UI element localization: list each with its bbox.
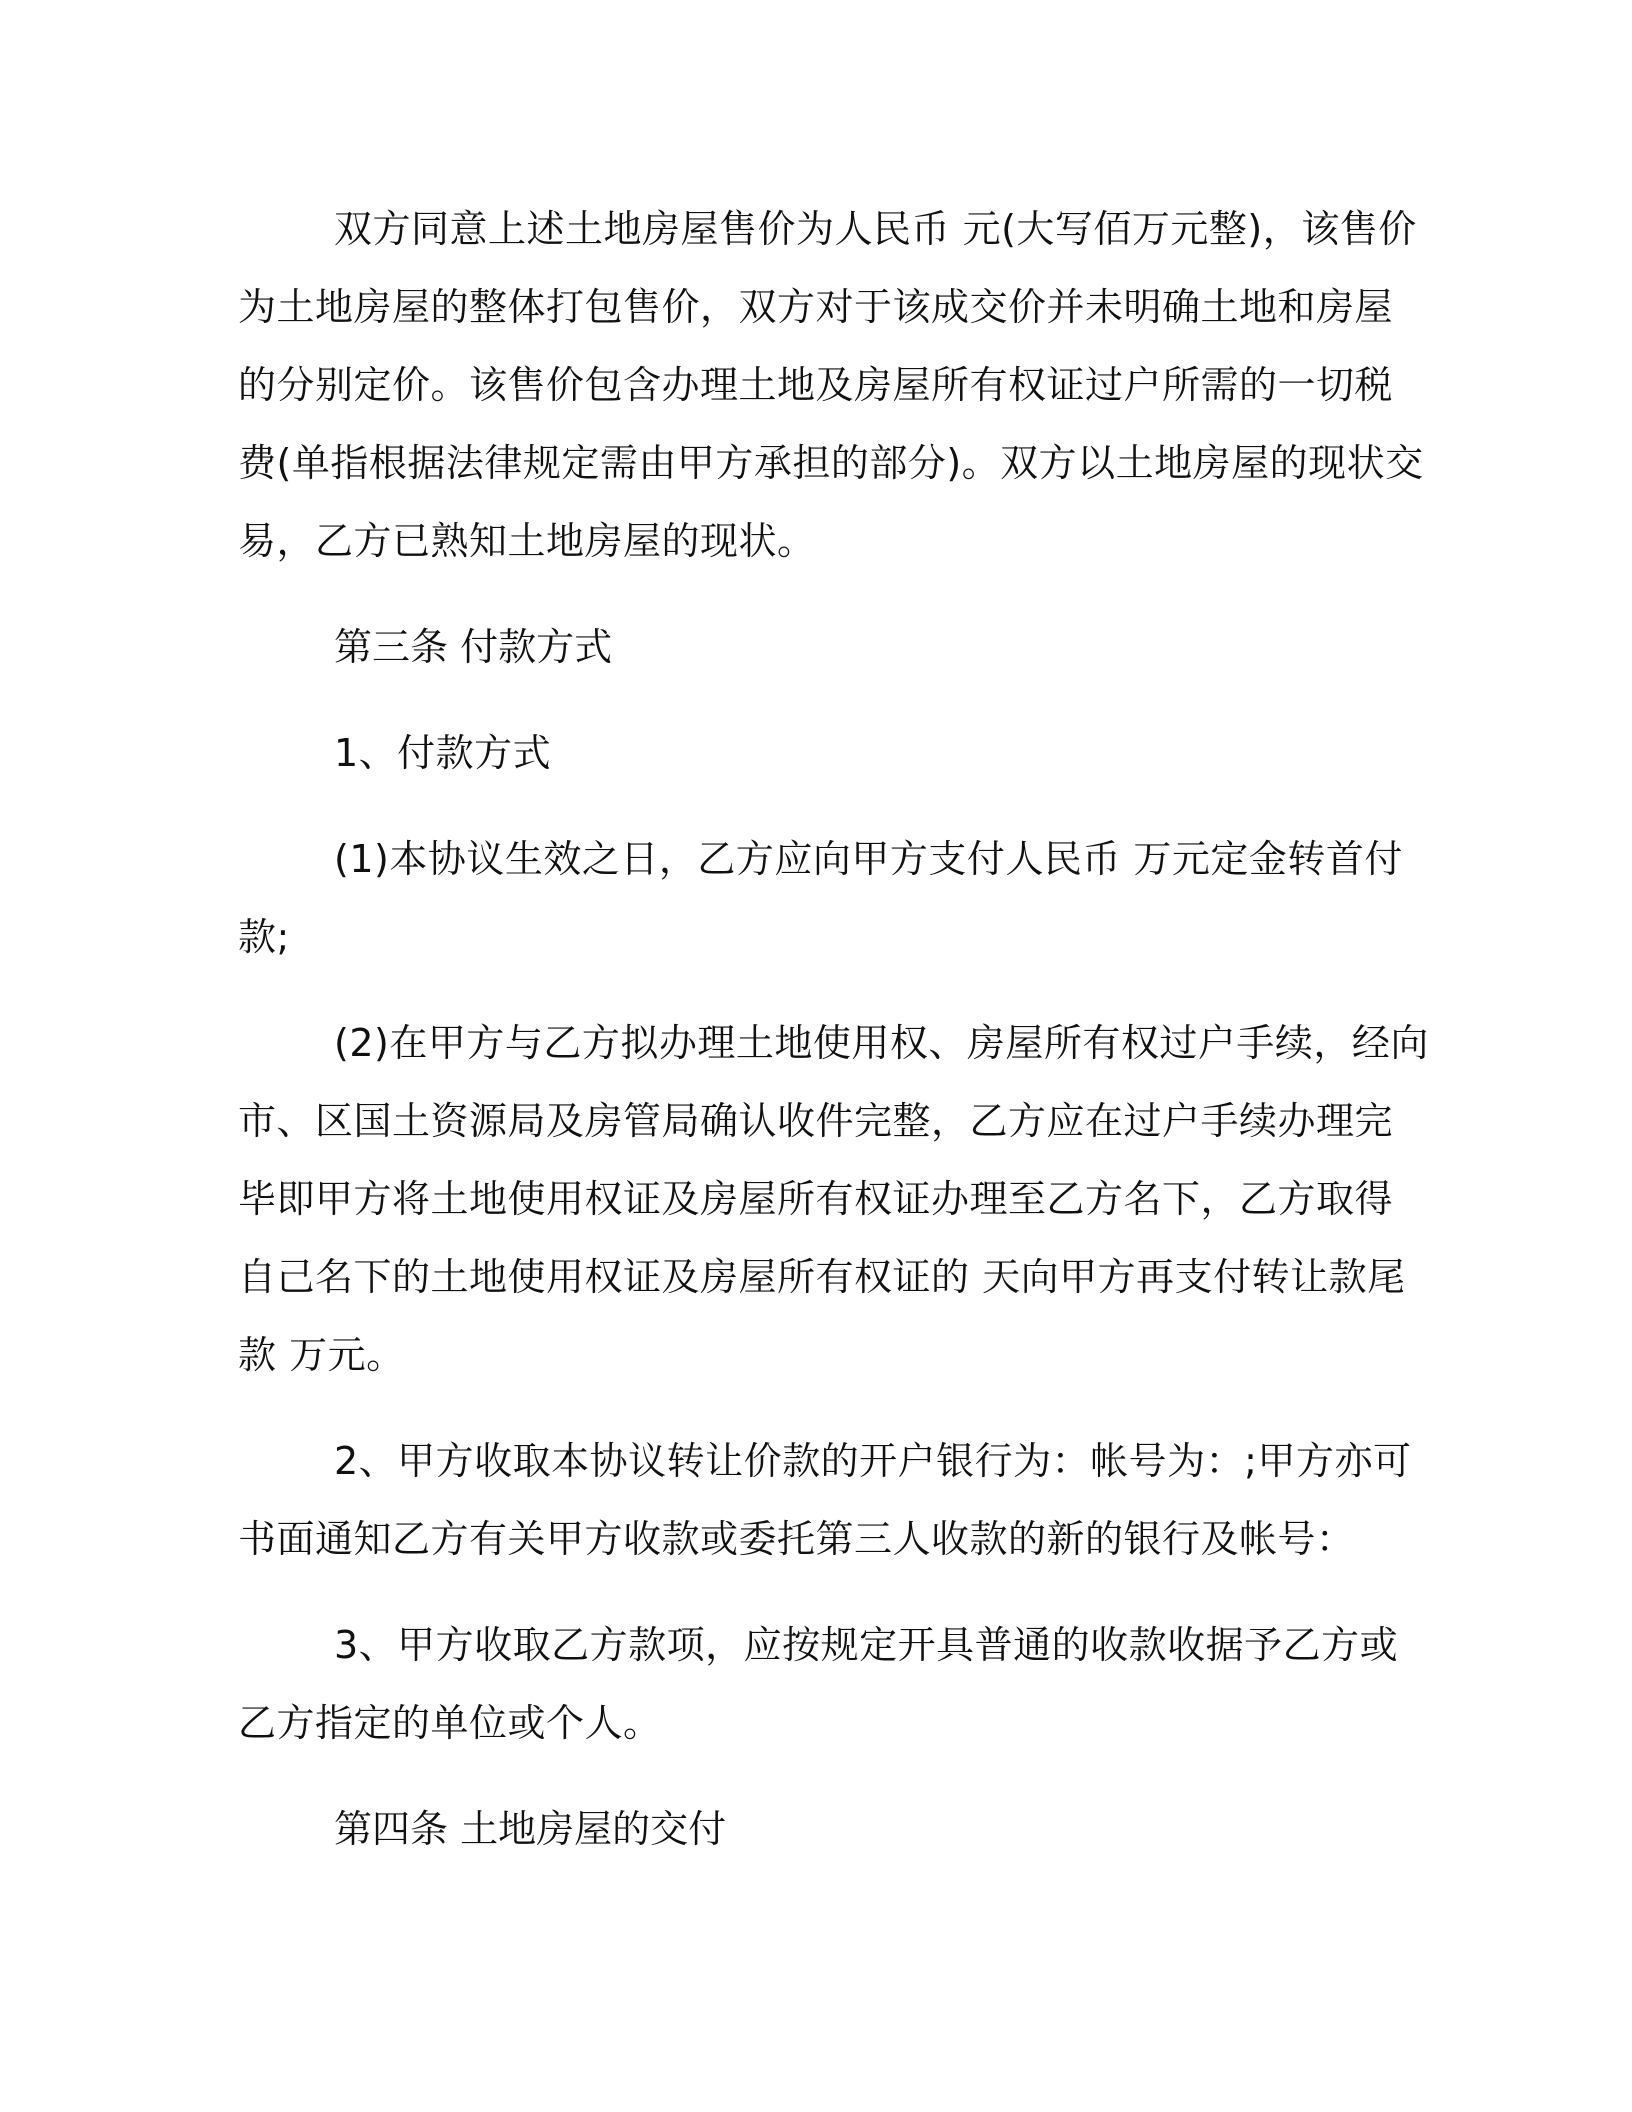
text-line: 易，乙方已熟知土地房屋的现状。: [238, 519, 816, 563]
text-line: 书面通知乙方有关甲方收款或委托第三人收款的新的银行及帐号：: [238, 1517, 1355, 1561]
text-line: 双方同意上述土地房屋售价为人民币 元(大写佰万元整)，该售价: [334, 207, 1417, 251]
article-4-heading: 第四条 土地房屋的交付: [334, 1807, 727, 1851]
text-line: (2)在甲方与乙方拟办理土地使用权、房屋所有权过户手续，经向: [334, 1021, 1429, 1065]
paragraph-payment-item-1: [238, 714, 1388, 792]
text-line: 的分别定价。该售价包含办理土地及房屋所有权证过户所需的一切税: [238, 363, 1394, 407]
text-line: 市、区国土资源局及房管局确认收件完整，乙方应在过户手续办理完: [238, 1099, 1394, 1143]
text-line: 自己名下的土地使用权证及房屋所有权证的 天向甲方再支付转让款尾: [238, 1255, 1406, 1299]
text-line: 款;: [238, 915, 290, 959]
text-line: 毕即甲方将土地使用权证及房屋所有权证办理至乙方名下，乙方取得: [238, 1177, 1394, 1221]
text-line: 3、甲方收取乙方款项，应按规定开具普通的收款收据予乙方或: [334, 1623, 1399, 1667]
text-line: 2、甲方收取本协议转让价款的开户银行为：帐号为：;甲方亦可: [334, 1439, 1412, 1483]
article-3-heading: 第三条 付款方式: [334, 625, 613, 669]
text-line: 款 万元。: [238, 1333, 405, 1377]
paragraph-payment-item-3: [238, 1606, 1399, 1762]
text-line: (1)本协议生效之日，乙方应向甲方支付人民币 万元定金转首付: [334, 837, 1403, 881]
text-line: 1、付款方式: [334, 731, 552, 775]
text-line: 乙方指定的单位或个人。: [238, 1701, 662, 1745]
document-page: [238, 190, 1429, 1896]
paragraph-price-clause: [238, 190, 1424, 580]
text-line: 费(单指根据法律规定需由甲方承担的部分)。双方以土地房屋的现状交: [238, 441, 1424, 485]
paragraph-payment-item-1-1: [238, 820, 1403, 976]
paragraph-payment-item-1-2: [238, 1004, 1429, 1394]
text-line: 为土地房屋的整体打包售价，双方对于该成交价并未明确土地和房屋: [238, 285, 1394, 329]
paragraph-payment-item-2: [238, 1422, 1412, 1578]
